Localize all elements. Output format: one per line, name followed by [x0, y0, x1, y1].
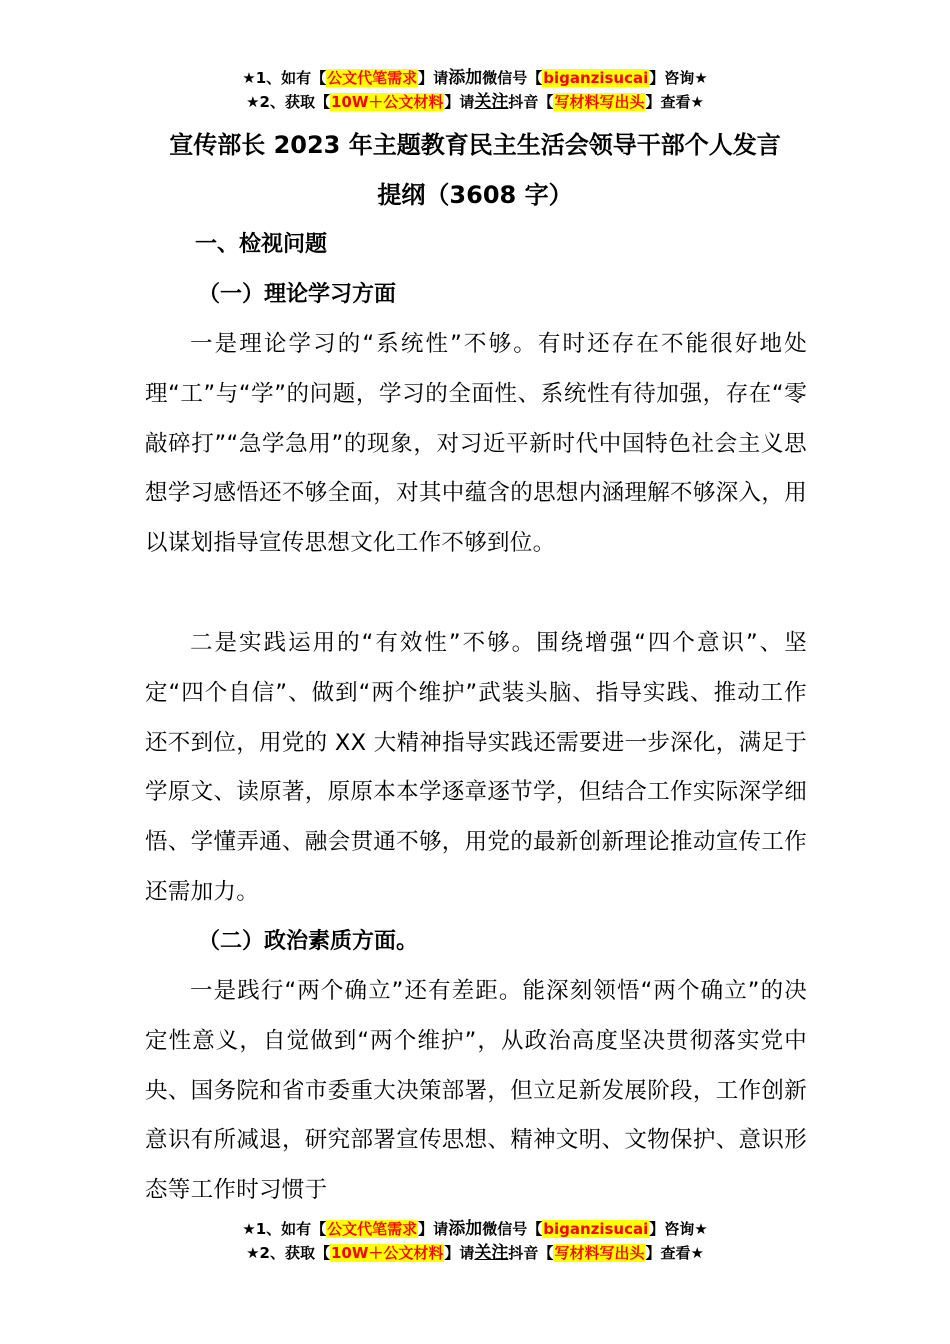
promo-highlight: 公文代笔需求 [327, 1220, 418, 1238]
promo-text: ★2、获取【 [246, 93, 330, 111]
promo-text: 】请 [418, 69, 449, 87]
promo-emphasis: 添加 [448, 68, 483, 88]
promo-text: 】请 [418, 1220, 449, 1238]
promo-emphasis: 关注 [474, 92, 509, 112]
promo-douyin-account: 写材料写出头 [554, 1244, 645, 1262]
body-paragraph: 一是践行“两个确立”还有差距。能深刻领悟“两个确立”的决定性意义，自觉做到“两个维护”，从政治高度坚决贯彻落实党中央、国务院和省市委重大决策部署，但立足新发展阶段，工作创新意识有所减退，研究部署宣传思想、精神文明、文物保护、意识形态等工作时习惯于 [145, 978, 807, 1204]
promo-line-1 [0, 1218, 950, 1242]
promo-line-2 [0, 1242, 950, 1266]
promo-highlight: 10W＋公文材料 [330, 1244, 444, 1262]
promo-text: 】查看★ [645, 1244, 704, 1262]
section-heading: 一、检视问题 [195, 232, 328, 257]
promo-line-1 [0, 67, 950, 91]
promo-text: ★2、获取【 [246, 1244, 330, 1262]
promo-wechat-id: biganzisucai [543, 69, 649, 87]
title-line-1: 宣传部长 2023 年主题教育民主生活会领导干部个人发言 [169, 131, 781, 159]
promo-emphasis: 关注 [474, 1243, 509, 1263]
promo-text: 抖音【 [508, 93, 554, 111]
promo-text: 微信号【 [482, 69, 543, 87]
promo-banner-top [0, 67, 950, 115]
promo-text: 微信号【 [482, 1220, 543, 1238]
promo-line-2 [0, 91, 950, 115]
subsection-heading: （一）理论学习方面 [198, 282, 397, 307]
title-line-2: 提纲（3608 字） [377, 181, 573, 209]
promo-highlight: 10W＋公文材料 [330, 93, 444, 111]
promo-text: ★1、如有【 [242, 69, 327, 87]
promo-text: ★1、如有【 [242, 1220, 327, 1238]
promo-text: 】查看★ [645, 93, 704, 111]
body-paragraph: 一是理论学习的“系统性”不够。有时还存在不能很好地处理“工”与“学”的问题，学习的全面性、系统性有待加强，存在“零敲碎打”“急学急用”的现象，对习近平新时代中国特色社会主义思想学习感悟还不够全面，对其中蕴含的思想内涵理解不够深入，用以谋划指导宣传思想文化工作不够到位。 [145, 331, 807, 557]
body-paragraph: 二是实践运用的“有效性”不够。围绕增强“四个意识”、坚定“四个自信”、做到“两个维护”武装头脑、指导实践、推动工作还不到位，用党的 XX 大精神指导实践还需要进一步深化，满足于学原文、读原著，原原本本学逐章逐节学，但结合工作实际深学细悟、学懂弄通、融会贯通不够，用党的最新创新理论推动宣传工作还需加力。 [145, 630, 807, 905]
promo-banner-bottom [0, 1218, 950, 1266]
promo-douyin-account: 写材料写出头 [554, 93, 645, 111]
promo-text: 抖音【 [508, 1244, 554, 1262]
subsection-heading: （二）政治素质方面。 [198, 929, 419, 954]
promo-text: 】咨询★ [649, 69, 708, 87]
promo-text: 】请 [444, 93, 475, 111]
promo-highlight: 公文代笔需求 [327, 69, 418, 87]
promo-wechat-id: biganzisucai [543, 1220, 649, 1238]
promo-emphasis: 添加 [448, 1219, 483, 1239]
promo-text: 】咨询★ [649, 1220, 708, 1238]
promo-text: 】请 [444, 1244, 475, 1262]
document-title [60, 120, 890, 220]
